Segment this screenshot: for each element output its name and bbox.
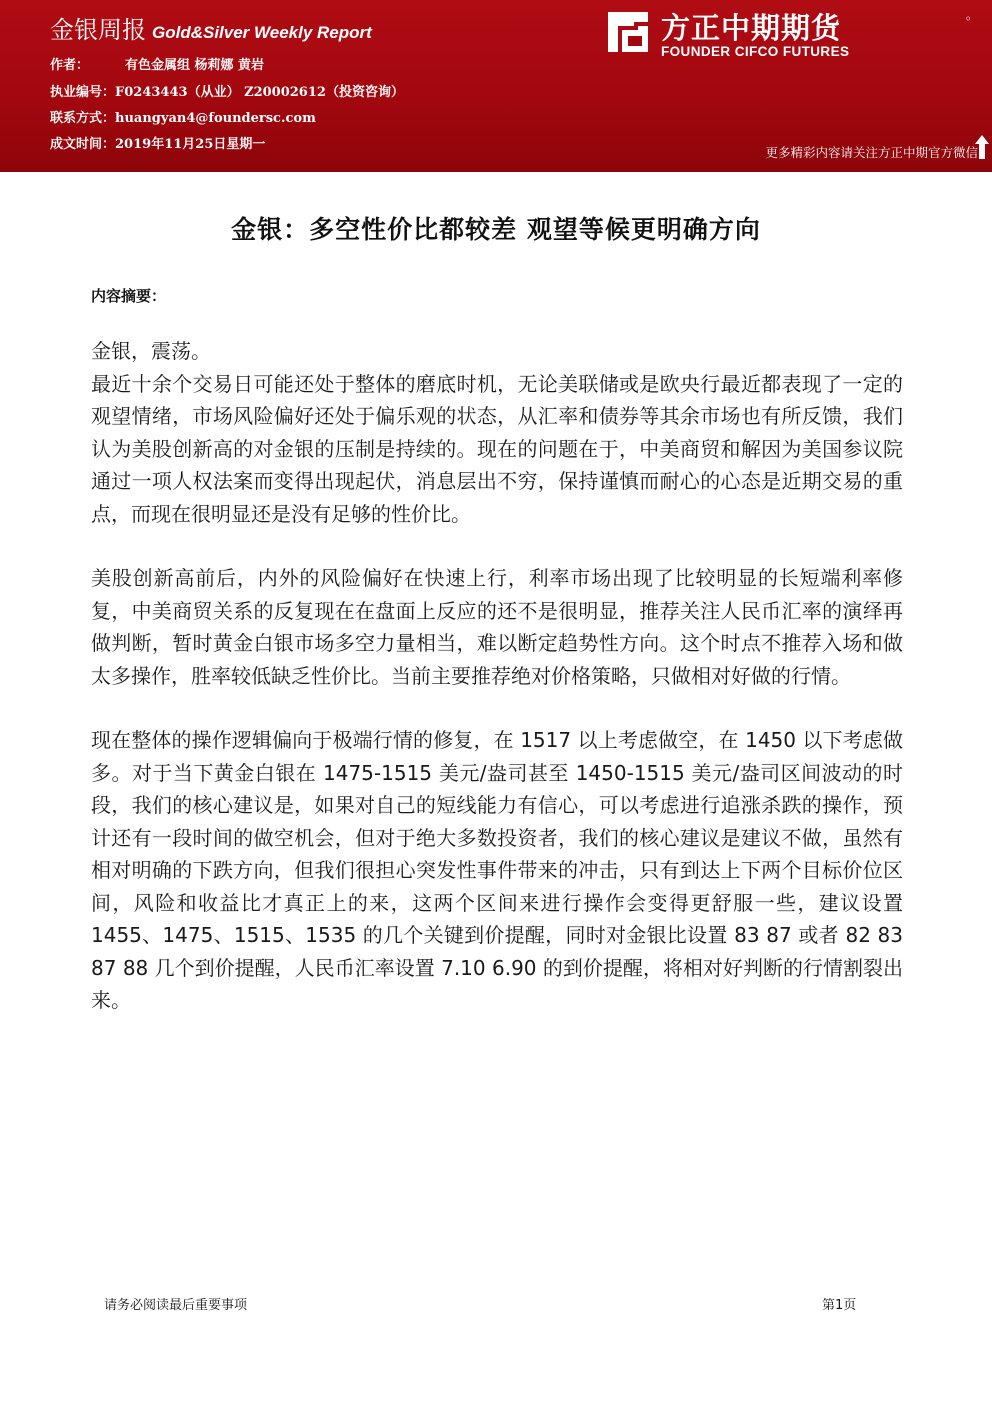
article-body xyxy=(91,335,903,1017)
report-title xyxy=(50,10,372,45)
company-logo xyxy=(604,6,864,64)
license-label: 执业编号： xyxy=(50,85,116,100)
wechat-follow-note: 更多精彩内容请关注方正中期官方微信 xyxy=(765,145,978,160)
paragraph: 现在整体的操作逻辑偏向于极端行情的修复，在 1517 以上考虑做空，在 1450 以下考虑做多。对于当下黄金白银在 1475-1515 美元/盎司甚至 1450-1515 美元/盎司区间波动的时段，我们的核心建议是，如果对自己的短线能力有信心，可以考虑进行追涨杀跌的操作，预计还有一段时间的做空机会，但对于绝大多数投资者，我们的核心建议是建议不做，虽然有相对明确的下跌方向，但我们很担心突发性事件带来的冲击，只有到达上下两个目标价位区间，风险和收益比才真正上的来，这两个区间来进行操作会变得更舒服一些，建议设置 1455、1475、1515、1535 的几个关键到价提醒，同时对金银比设置 83 87 或者 82 83 87 88 几个到价提醒，人民币汇率设置 7.10 6.90 的到价提醒，将相对好判断的行情割裂出来。 xyxy=(91,728,903,1012)
logo-text-en: FOUNDER CIFCO FUTURES xyxy=(661,44,850,59)
page-number: 第1页 xyxy=(822,1298,857,1313)
contact-line xyxy=(50,107,316,126)
footer-notice: 请务必阅读最后重要事项 xyxy=(104,1298,248,1313)
date-label: 成文时间： xyxy=(50,137,116,152)
paragraph-spacer xyxy=(91,692,903,724)
article-title: 金银：多空性价比都较差 观望等候更明确方向 xyxy=(231,215,761,244)
arrow-up-icon xyxy=(974,134,990,160)
contact-value: huangyan4@foundersc.com xyxy=(115,111,316,126)
date-line xyxy=(50,133,265,152)
report-header-banner xyxy=(0,0,992,172)
contact-label: 联系方式： xyxy=(50,111,116,126)
author-line xyxy=(50,54,264,73)
logo-text-cn: 方正中期期货 xyxy=(661,11,842,45)
author-label: 作者： xyxy=(50,58,90,73)
report-title-en: Gold&Silver Weekly Report xyxy=(152,23,372,42)
report-title-cn: 金银周报 xyxy=(50,16,146,44)
paragraph: 美股创新高前后，内外的风险偏好在快速上行，利率市场出现了比较明显的长短端利率修复，中美商贸关系的反复现在在盘面上反应的还不是很明显，推荐关注人民币汇率的演绎再做判断，暂时黄金白银市场多空力量相当，难以断定趋势性方向。这个时点不推荐入场和做太多操作，胜率较低缺乏性价比。当前主要推荐绝对价格策略，只做相对好做的行情。 xyxy=(91,566,903,688)
paragraph: 金银，震荡。 xyxy=(91,339,211,363)
paragraph-spacer xyxy=(91,530,903,562)
license-value: F0243443（从业） Z20002612（投资咨询） xyxy=(115,85,404,100)
license-line xyxy=(50,81,404,100)
author-value: 有色金属组 杨莉娜 黄岩 xyxy=(125,58,265,73)
summary-label: 内容摘要： xyxy=(91,287,167,305)
founder-logo-icon xyxy=(604,8,652,56)
date-value: 2019年11月25日星期一 xyxy=(115,137,266,152)
paragraph: 最近十余个交易日可能还处于整体的磨底时机，无论美联储或是欧央行最近都表现了一定的观望情绪，市场风险偏好还处于偏乐观的状态，从汇率和债券等其余市场也有所反馈，我们认为美股创新高的对金银的压制是持续的。现在的问题在于，中美商贸和解因为美国参议院通过一项人权法案而变得出现起伏，消息层出不穷，保持谨慎而耐心的心态是近期交易的重点，而现在很明显还是没有足够的性价比。 xyxy=(91,371,903,526)
corner-mark: 。 xyxy=(965,8,978,22)
